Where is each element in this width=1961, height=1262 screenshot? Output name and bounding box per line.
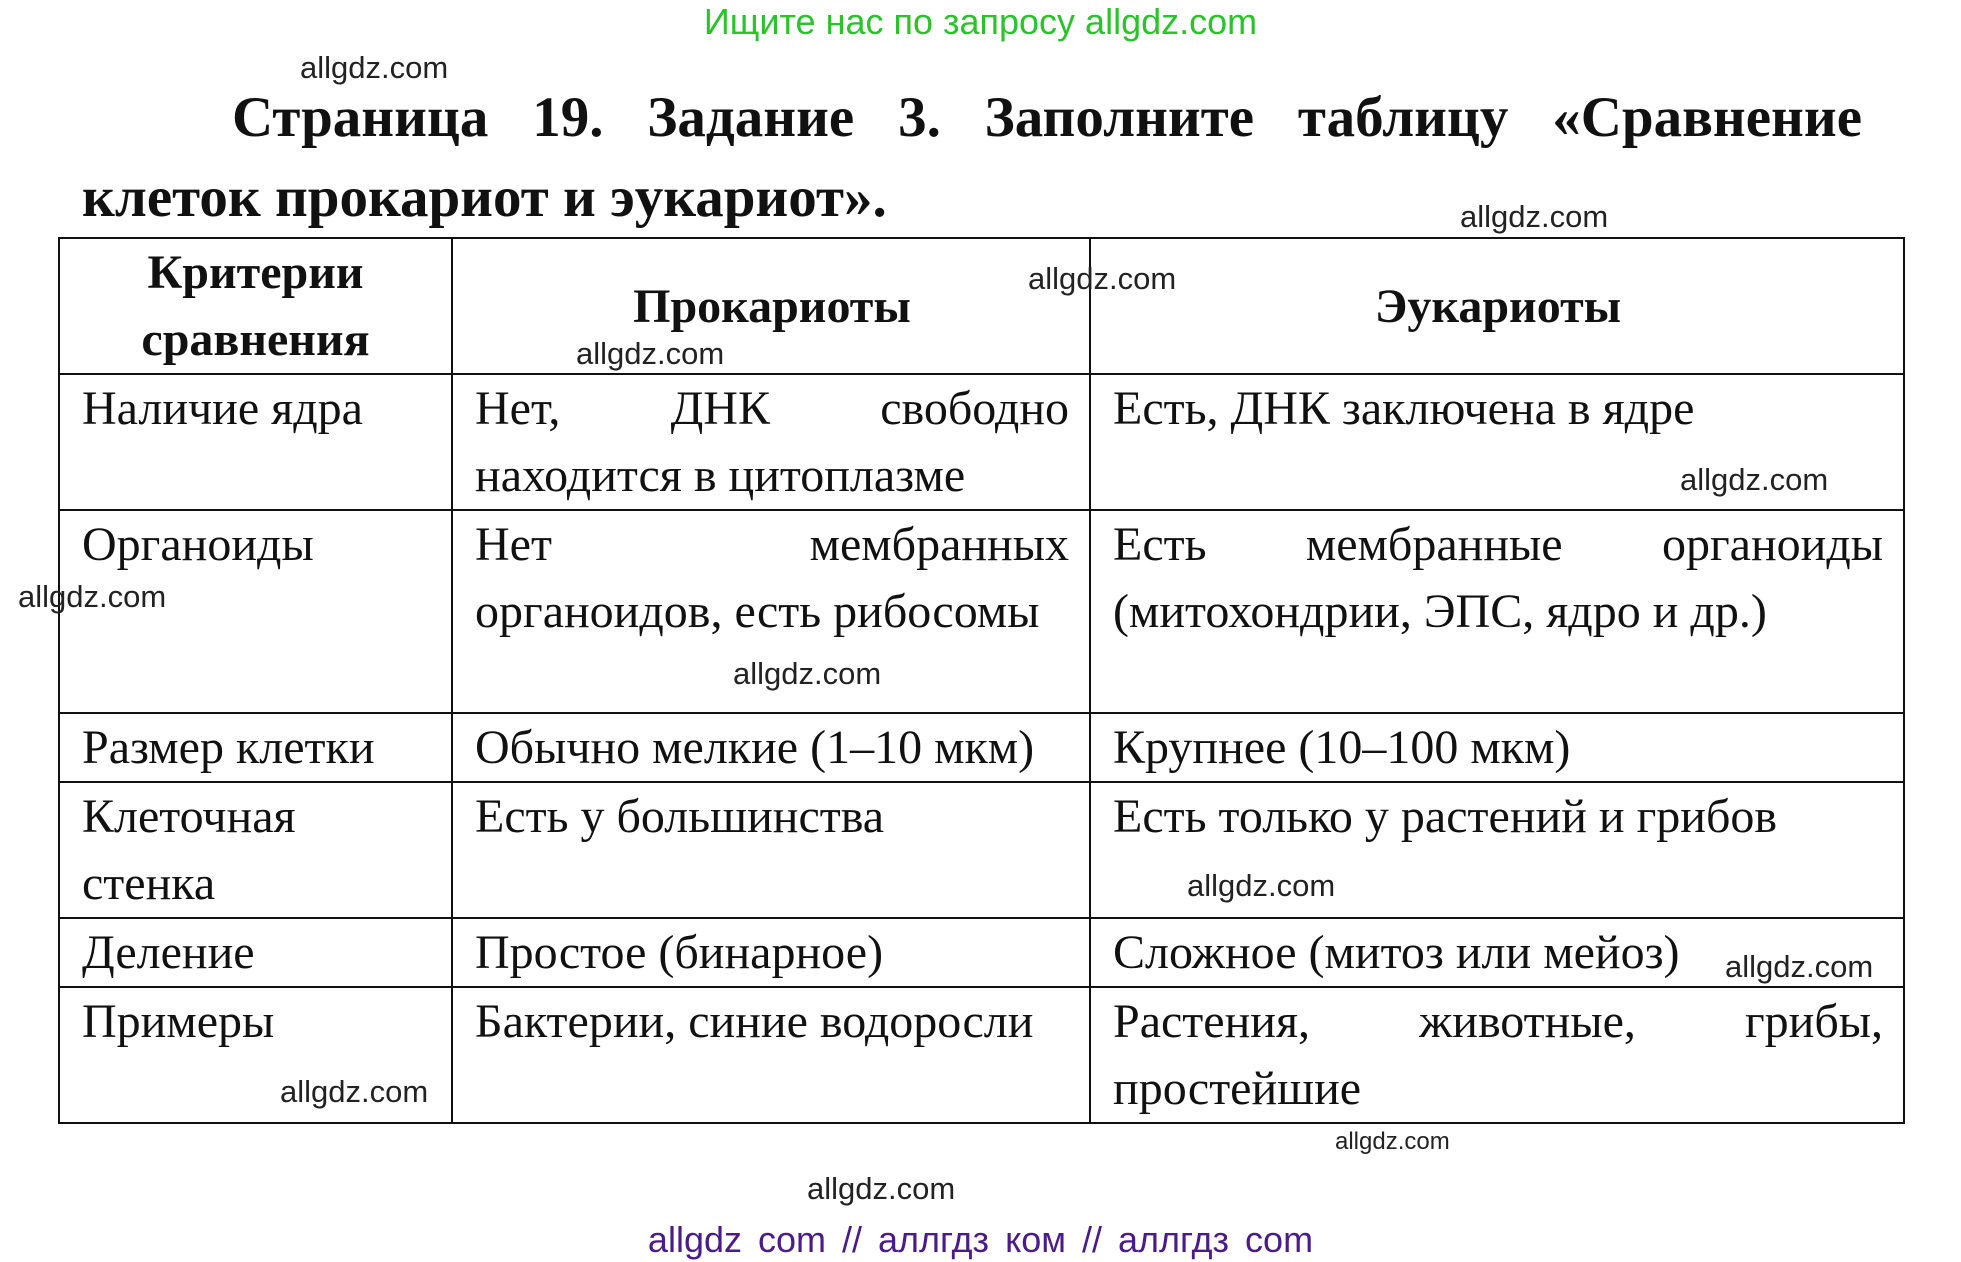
header-eukaryotes: Эукариоты bbox=[1090, 238, 1904, 374]
eukaryotes-cell: Растения, животные, грибы, простейшие bbox=[1090, 987, 1904, 1123]
table-row bbox=[59, 918, 1904, 987]
prokaryotes-cell: Нет, ДНК свободно находится в цитоплазме bbox=[452, 374, 1090, 510]
table-row bbox=[59, 713, 1904, 782]
table-row bbox=[59, 782, 1904, 918]
criterion-cell: Клеточная стенка bbox=[59, 782, 452, 918]
eukaryotes-cell: Сложное (митоз или мейоз) bbox=[1090, 918, 1904, 987]
watermark-text: allgdz.com bbox=[300, 50, 449, 85]
watermark-text: allgdz.com bbox=[1187, 868, 1336, 903]
eukaryotes-cell: Крупнее (10–100 мкм) bbox=[1090, 713, 1904, 782]
criterion-cell: Наличие ядра bbox=[59, 374, 452, 510]
criterion-cell: Деление bbox=[59, 918, 452, 987]
watermark-text: allgdz.com bbox=[1028, 261, 1177, 296]
watermark-text: allgdz.com bbox=[576, 336, 725, 371]
prokaryotes-cell: Простое (бинарное) bbox=[452, 918, 1090, 987]
prokaryotes-cell: Нет мембранных органоидов, есть рибосомы bbox=[452, 510, 1090, 713]
criterion-cell: Размер клетки bbox=[59, 713, 452, 782]
prokaryotes-cell: Обычно мелкие (1–10 мкм) bbox=[452, 713, 1090, 782]
table-row bbox=[59, 510, 1904, 713]
watermark-text: allgdz.com bbox=[1680, 462, 1829, 497]
header-criteria: Критерии сравнения bbox=[59, 238, 452, 374]
top-banner: Ищите нас по запросу allgdz.com bbox=[703, 1, 1258, 42]
prokaryotes-cell: Бактерии, синие водоросли bbox=[452, 987, 1090, 1123]
footer-links: allgdz com // аллгдз ком // аллгдз com bbox=[647, 1219, 1314, 1260]
watermark-text: allgdz.com bbox=[1725, 949, 1874, 984]
watermark-text: allgdz.com bbox=[733, 656, 882, 691]
watermark-text: allgdz.com bbox=[280, 1074, 429, 1109]
watermark-text: allgdz.com bbox=[1460, 199, 1609, 234]
eukaryotes-cell: Есть мембранные органоиды (митохондрии, ЭПС, ядро и др.) bbox=[1090, 510, 1904, 713]
heading-line-1: Страница 19. Задание 3. Заполните таблицу «Сравнение bbox=[232, 86, 1862, 149]
watermark-text: allgdz.com bbox=[807, 1171, 956, 1206]
table-row bbox=[59, 374, 1904, 510]
prokaryotes-cell: Есть у большинства bbox=[452, 782, 1090, 918]
watermark-text: allgdz.com bbox=[1335, 1128, 1450, 1155]
comparison-table bbox=[58, 237, 1905, 1124]
criterion-cell: Органоиды bbox=[59, 510, 452, 713]
eukaryotes-cell: Есть только у растений и грибов bbox=[1090, 782, 1904, 918]
heading-line-2: клеток прокариот и эукариот». bbox=[82, 166, 887, 229]
table-header-row bbox=[59, 238, 1904, 374]
watermark-text: allgdz.com bbox=[18, 579, 167, 614]
eukaryotes-cell: Есть, ДНК заключена в ядре bbox=[1090, 374, 1904, 510]
criterion-cell: Примеры bbox=[59, 987, 452, 1123]
header-prokaryotes: Прокариоты bbox=[452, 238, 1090, 374]
